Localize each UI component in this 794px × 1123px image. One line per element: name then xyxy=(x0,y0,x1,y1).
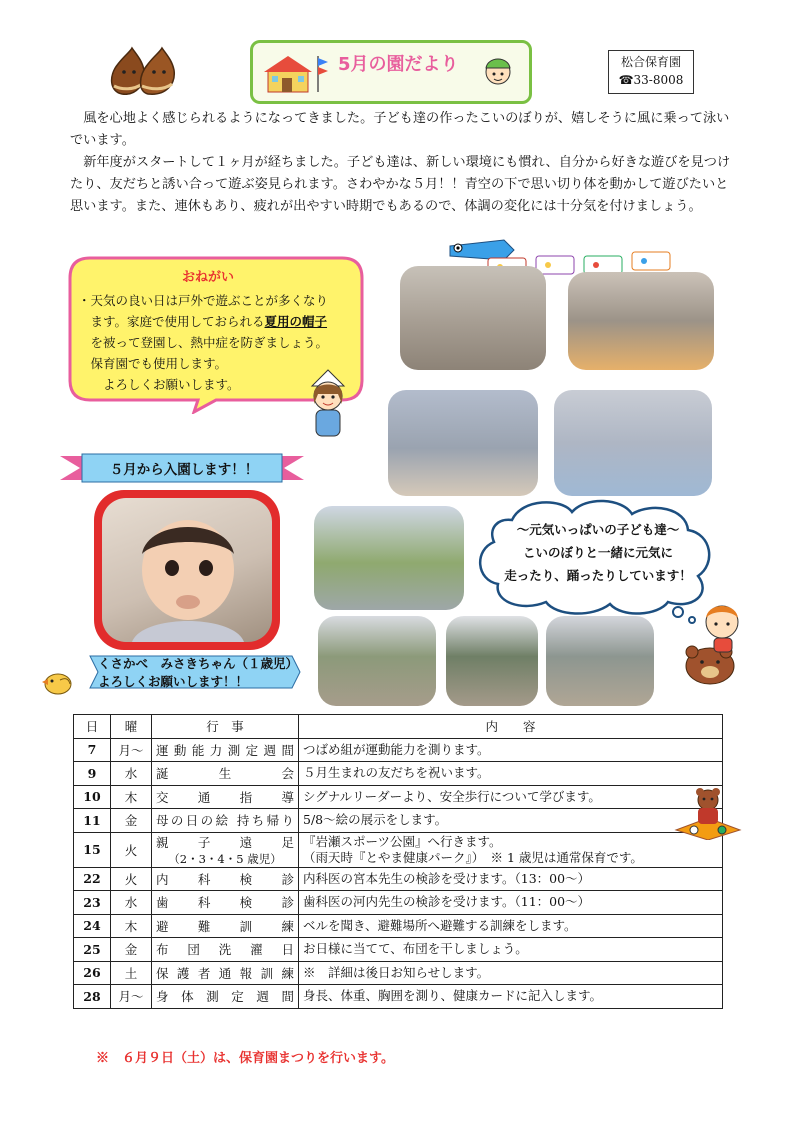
cell-weekday: 金 xyxy=(111,809,152,833)
cloud-line: こいのぼりと一緒に元気に xyxy=(522,545,673,560)
baby-face-illustration xyxy=(102,498,272,642)
schedule-row xyxy=(74,867,723,891)
cell-content xyxy=(299,809,723,833)
school-house-icon xyxy=(262,52,328,94)
cell-day: 24 xyxy=(74,914,111,938)
schedule-row xyxy=(74,938,723,962)
cell-day: 26 xyxy=(74,961,111,985)
cell-day: 23 xyxy=(74,891,111,915)
event-label: 身体測定週間 xyxy=(156,989,294,1005)
bear-icon xyxy=(680,600,752,692)
request-line-text: ます。家庭で使用しておられる xyxy=(90,314,265,329)
schedule-row xyxy=(74,891,723,915)
cell-event xyxy=(152,938,299,962)
content-line: 5/8～絵の展示をします。 xyxy=(303,812,448,828)
bird-icon xyxy=(38,668,74,696)
event-label: 保護者通報訓練 xyxy=(156,965,294,981)
content-line: お日様に当てて、布団を干しましょう。 xyxy=(303,941,528,957)
content-line: ※ 詳細は後日お知らせします。 xyxy=(303,964,490,980)
school-info-box xyxy=(608,50,694,94)
header-day: 日 xyxy=(74,715,111,739)
schedule-row xyxy=(74,785,723,809)
cloud-message xyxy=(498,518,698,587)
intro-text xyxy=(70,108,738,218)
cell-weekday: 木 xyxy=(111,914,152,938)
cell-event xyxy=(152,867,299,891)
header-event: 行 事 xyxy=(152,715,299,739)
cell-weekday: 木 xyxy=(111,785,152,809)
cell-content xyxy=(299,914,723,938)
cell-content xyxy=(299,867,723,891)
event-label: 避難訓練 xyxy=(156,918,294,934)
request-line xyxy=(78,311,360,332)
event-label: 親子遠足 xyxy=(156,834,294,850)
cell-content xyxy=(299,961,723,985)
content-line: （雨天時『とやま健康パーク』） ※ 1 歳児は通常保育です。 xyxy=(303,849,643,865)
new-child-photo xyxy=(94,490,280,650)
event-label: 布団洗濯日 xyxy=(156,942,294,958)
cell-day: 10 xyxy=(74,785,111,809)
cell-weekday: 火 xyxy=(111,867,152,891)
schedule-row xyxy=(74,809,723,833)
cell-content xyxy=(299,785,723,809)
request-title: おねがい xyxy=(182,270,235,285)
cell-day: 25 xyxy=(74,938,111,962)
photo-running-3 xyxy=(546,616,654,706)
header-content: 内 容 xyxy=(299,715,723,739)
cell-weekday: 月～ xyxy=(111,985,152,1009)
photo-running-2 xyxy=(446,616,538,706)
cell-day: 9 xyxy=(74,762,111,786)
cell-content xyxy=(299,762,723,786)
content-line: ベルを聞き、避難場所へ避難する訓練をします。 xyxy=(303,917,577,933)
event-label: 交通指導 xyxy=(156,789,294,805)
cell-event xyxy=(152,762,299,786)
child-name: くさかべ みさきちゃん（１歳児） xyxy=(98,656,299,671)
cell-weekday: 火 xyxy=(111,832,152,867)
picnic-icon xyxy=(672,786,744,840)
event-label: 内科検診 xyxy=(156,871,294,887)
boy-character-icon xyxy=(476,52,520,92)
cell-event xyxy=(152,738,299,762)
cell-event xyxy=(152,914,299,938)
cell-weekday: 土 xyxy=(111,961,152,985)
cell-event xyxy=(152,985,299,1009)
request-line: ・天気の良い日は戸外で遊ぶことが多くなり xyxy=(78,293,329,308)
photo-children-hats xyxy=(400,266,546,370)
summer-hat-highlight: 夏用の帽子 xyxy=(264,314,328,329)
schedule-header-row xyxy=(74,715,723,739)
cell-event xyxy=(152,809,299,833)
chestnut-icon xyxy=(108,46,178,96)
cell-day: 15 xyxy=(74,832,111,867)
enroll-banner: ５月から入園します！！ xyxy=(109,462,259,478)
photo-children-carp-banner-2 xyxy=(554,390,712,496)
girl-character-icon xyxy=(298,364,358,440)
cell-event xyxy=(152,961,299,985)
content-line: つばめ組が運動能力を測ります。 xyxy=(303,741,490,757)
cell-content xyxy=(299,985,723,1009)
photo-children-carp xyxy=(568,272,714,370)
intro-paragraph: 風を心地よく感じられるようになってきました。子ども達の作ったこいのぼりが、嬉しそうに風に乗って泳いでいます。 xyxy=(70,111,730,148)
schedule-table xyxy=(73,714,723,1009)
school-name: 松合保育園 xyxy=(620,55,681,69)
event-label: 運動能力測定週間 xyxy=(156,742,294,758)
cell-event xyxy=(152,891,299,915)
cell-event xyxy=(152,785,299,809)
photo-children-outdoor xyxy=(314,506,464,610)
school-phone: ☎33‑8008 xyxy=(618,73,684,87)
content-line: シグナルリーダーより、安全歩行について学びます。 xyxy=(303,788,601,804)
page-title: 5月の園だより xyxy=(338,54,459,75)
content-line: ５月生まれの友だちを祝います。 xyxy=(303,765,490,781)
photo-children-carp-banner xyxy=(388,390,538,496)
cell-weekday: 水 xyxy=(111,891,152,915)
request-line: 保育園でも使用します。 xyxy=(90,356,228,371)
cell-event xyxy=(152,832,299,867)
cell-day: 22 xyxy=(74,867,111,891)
enroll-name xyxy=(98,655,298,691)
cell-weekday: 月～ xyxy=(111,738,152,762)
content-line: 『岩瀬スポーツ公園』へ行きます。 xyxy=(303,833,502,849)
cell-content xyxy=(299,891,723,915)
request-line: よろしくお願いします。 xyxy=(103,377,240,392)
event-label: 誕生会 xyxy=(156,766,294,782)
event-sub: （2・3・4・5 歳児） xyxy=(168,851,282,866)
content-line: 歯科医の河内先生の検診を受けます。（11：00～） xyxy=(303,894,591,910)
schedule-row xyxy=(74,961,723,985)
event-label: 歯科検診 xyxy=(156,895,294,911)
cell-content xyxy=(299,832,723,867)
header-weekday: 曜 xyxy=(111,715,152,739)
cell-weekday: 金 xyxy=(111,938,152,962)
cell-day: 28 xyxy=(74,985,111,1009)
cloud-line: 走ったり、踊ったりしています！ xyxy=(504,568,692,583)
cell-day: 11 xyxy=(74,809,111,833)
cell-day: 7 xyxy=(74,738,111,762)
cloud-line: ～元気いっぱいの子ども達～ xyxy=(516,522,680,537)
photo-running-1 xyxy=(318,616,436,706)
intro-paragraph: 新年度がスタートして１ヶ月が経ちました。子ども達は、新しい環境にも慣れ、自分から好きな遊びを見つけたり、友だちと誘い合って遊ぶ姿見られます。さわやかな５月！！青空の下で思い切り体を動かして遊びたいと思います。また、連休もあり、疲れが出やすい時期でもあるので、体調の変化には十分気を付けましょう。 xyxy=(70,155,731,214)
schedule-row xyxy=(74,914,723,938)
cell-content xyxy=(299,738,723,762)
footnote: ※ ６月９日（土）は、保育園まつりを行います。 xyxy=(96,1051,394,1066)
content-line: 内科医の宮本先生の検診を受けます。（13：00～） xyxy=(303,870,591,886)
schedule-row xyxy=(74,738,723,762)
cell-content xyxy=(299,938,723,962)
schedule-row xyxy=(74,985,723,1009)
content-line: 身長、体重、胸囲を測り、健康カードに記入します。 xyxy=(303,988,603,1004)
schedule-row xyxy=(74,832,723,867)
schedule-row xyxy=(74,762,723,786)
enroll-greeting: よろしくお願いします！！ xyxy=(98,674,249,689)
event-label: 母の日の絵 持ち帰り xyxy=(156,813,294,829)
cell-weekday: 水 xyxy=(111,762,152,786)
request-line: を被って登園し、熱中症を防ぎましょう。 xyxy=(90,335,329,350)
